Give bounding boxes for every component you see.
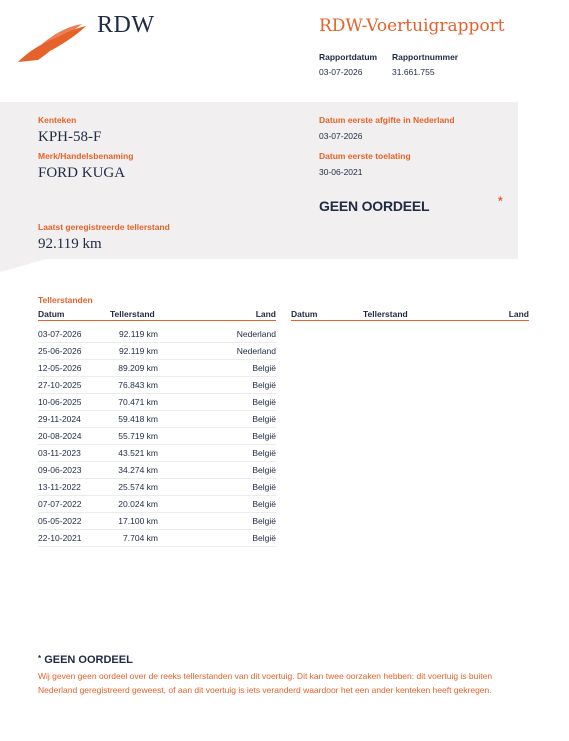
table-row: [38, 514, 276, 530]
row-date: 13-11-2022: [38, 482, 81, 492]
odometer-table-right: [291, 309, 529, 321]
plate-label: Kenteken: [38, 115, 77, 125]
report-date-value: 03-07-2026: [319, 67, 363, 77]
first-issue-label: Datum eerste afgifte in Nederland: [319, 115, 455, 125]
table-row: [38, 361, 276, 377]
table-row: [38, 497, 276, 513]
table-row: [38, 378, 276, 394]
table-row: [38, 446, 276, 462]
report-date-block: [319, 52, 377, 77]
verdict-marker: *: [498, 194, 503, 208]
mileage-value: 92.119 km: [38, 236, 102, 252]
row-date: 09-06-2023: [38, 465, 82, 475]
make-value: FORD KUGA: [38, 165, 126, 181]
table-row: [38, 395, 276, 411]
row-reading: 59.418 km: [118, 414, 158, 424]
row-date: 03-11-2023: [38, 448, 81, 458]
col-date-header: Datum: [291, 309, 318, 319]
row-reading: 20.024 km: [118, 499, 158, 509]
col-country-header: Land: [508, 309, 529, 319]
brand-name: RDW: [97, 12, 155, 38]
make-label: Merk/Handelsbenaming: [38, 151, 134, 161]
row-country: België: [252, 397, 276, 407]
row-reading: 92.119 km: [118, 346, 158, 356]
row-reading: 70.471 km: [118, 397, 158, 407]
footnote-marker: *: [38, 654, 42, 663]
row-reading: 55.719 km: [118, 431, 158, 441]
row-date: 07-07-2022: [38, 499, 82, 509]
row-reading: 43.521 km: [118, 448, 158, 458]
first-admission-label: Datum eerste toelating: [319, 151, 411, 161]
footnote-title: [38, 654, 133, 666]
verdict-text: GEEN OORDEEL: [319, 198, 430, 214]
row-country: België: [252, 448, 276, 458]
row-date: 12-05-2026: [38, 363, 82, 373]
summary-panel-tab: [0, 258, 50, 272]
row-country: België: [252, 533, 276, 543]
first-admission-value: 30-06-2021: [319, 167, 363, 177]
plate-value: KPH-58-F: [38, 129, 102, 145]
table-row: [38, 463, 276, 479]
first-issue-field: [319, 115, 455, 141]
odometer-table-left: [38, 309, 276, 547]
row-date: 03-07-2026: [38, 329, 82, 339]
row-date: 25-06-2026: [38, 346, 82, 356]
row-date: 20-08-2024: [38, 431, 82, 441]
first-issue-value: 03-07-2026: [319, 131, 363, 141]
row-date: 27-10-2025: [38, 380, 82, 390]
table-row: [38, 412, 276, 428]
row-reading: 92.119 km: [118, 329, 158, 339]
table-row: [38, 327, 276, 343]
table-row: [38, 429, 276, 445]
plate-field: [38, 115, 101, 146]
row-country: België: [252, 380, 276, 390]
report-date-label: Rapportdatum: [319, 52, 378, 62]
table-row: [38, 480, 276, 496]
row-country: België: [252, 499, 276, 509]
table-header: [291, 309, 529, 321]
row-country: België: [252, 363, 276, 373]
col-reading-header: Tellerstand: [363, 309, 408, 319]
row-country: Nederland: [236, 346, 276, 356]
table-row: [38, 531, 276, 547]
row-country: België: [252, 431, 276, 441]
report-number-block: [392, 52, 458, 77]
report-number-label: Rapportnummer: [392, 52, 459, 62]
row-country: België: [252, 482, 276, 492]
row-country: België: [252, 465, 276, 475]
row-date: 10-06-2025: [38, 397, 82, 407]
row-reading: 7.704 km: [123, 533, 158, 543]
row-date: 05-05-2022: [38, 516, 82, 526]
footnote-title-text: GEEN OORDEEL: [44, 654, 133, 666]
row-reading: 25.574 km: [118, 482, 158, 492]
table-body: [38, 327, 276, 547]
mileage-field: [38, 222, 170, 253]
odometer-title: Tellerstanden: [38, 295, 93, 305]
mileage-label: Laatst geregistreerde tellerstand: [38, 222, 170, 232]
row-country: Nederland: [236, 329, 276, 339]
table-row: [38, 344, 276, 360]
report-title: RDW-Voertuigrapport: [319, 16, 505, 36]
make-field: [38, 151, 133, 182]
row-reading: 76.843 km: [118, 380, 158, 390]
report-number-value: 31.661.755: [392, 67, 435, 77]
row-reading: 17.100 km: [118, 516, 158, 526]
first-admission-field: [319, 151, 411, 177]
row-reading: 89.209 km: [118, 363, 158, 373]
row-country: België: [252, 516, 276, 526]
col-date-header: Datum: [38, 309, 65, 319]
row-date: 22-10-2021: [38, 533, 82, 543]
row-date: 29-11-2024: [38, 414, 81, 424]
footnote-text: Wij geven geen oordeel over de reeks tellerstanden van dit voertuig. Dit kan twee oorzaken hebben: dit voertuig is buiten Nederland geregistreerd geweest, of aan dit voertuig is iets veranderd waardoor het een ander kenteken heeft gekregen.: [38, 671, 493, 695]
row-country: België: [252, 414, 276, 424]
col-reading-header: Tellerstand: [110, 309, 155, 319]
col-country-header: Land: [255, 309, 276, 319]
table-header: [38, 309, 276, 321]
rdw-logo-icon: [16, 22, 88, 64]
row-reading: 34.274 km: [118, 465, 158, 475]
